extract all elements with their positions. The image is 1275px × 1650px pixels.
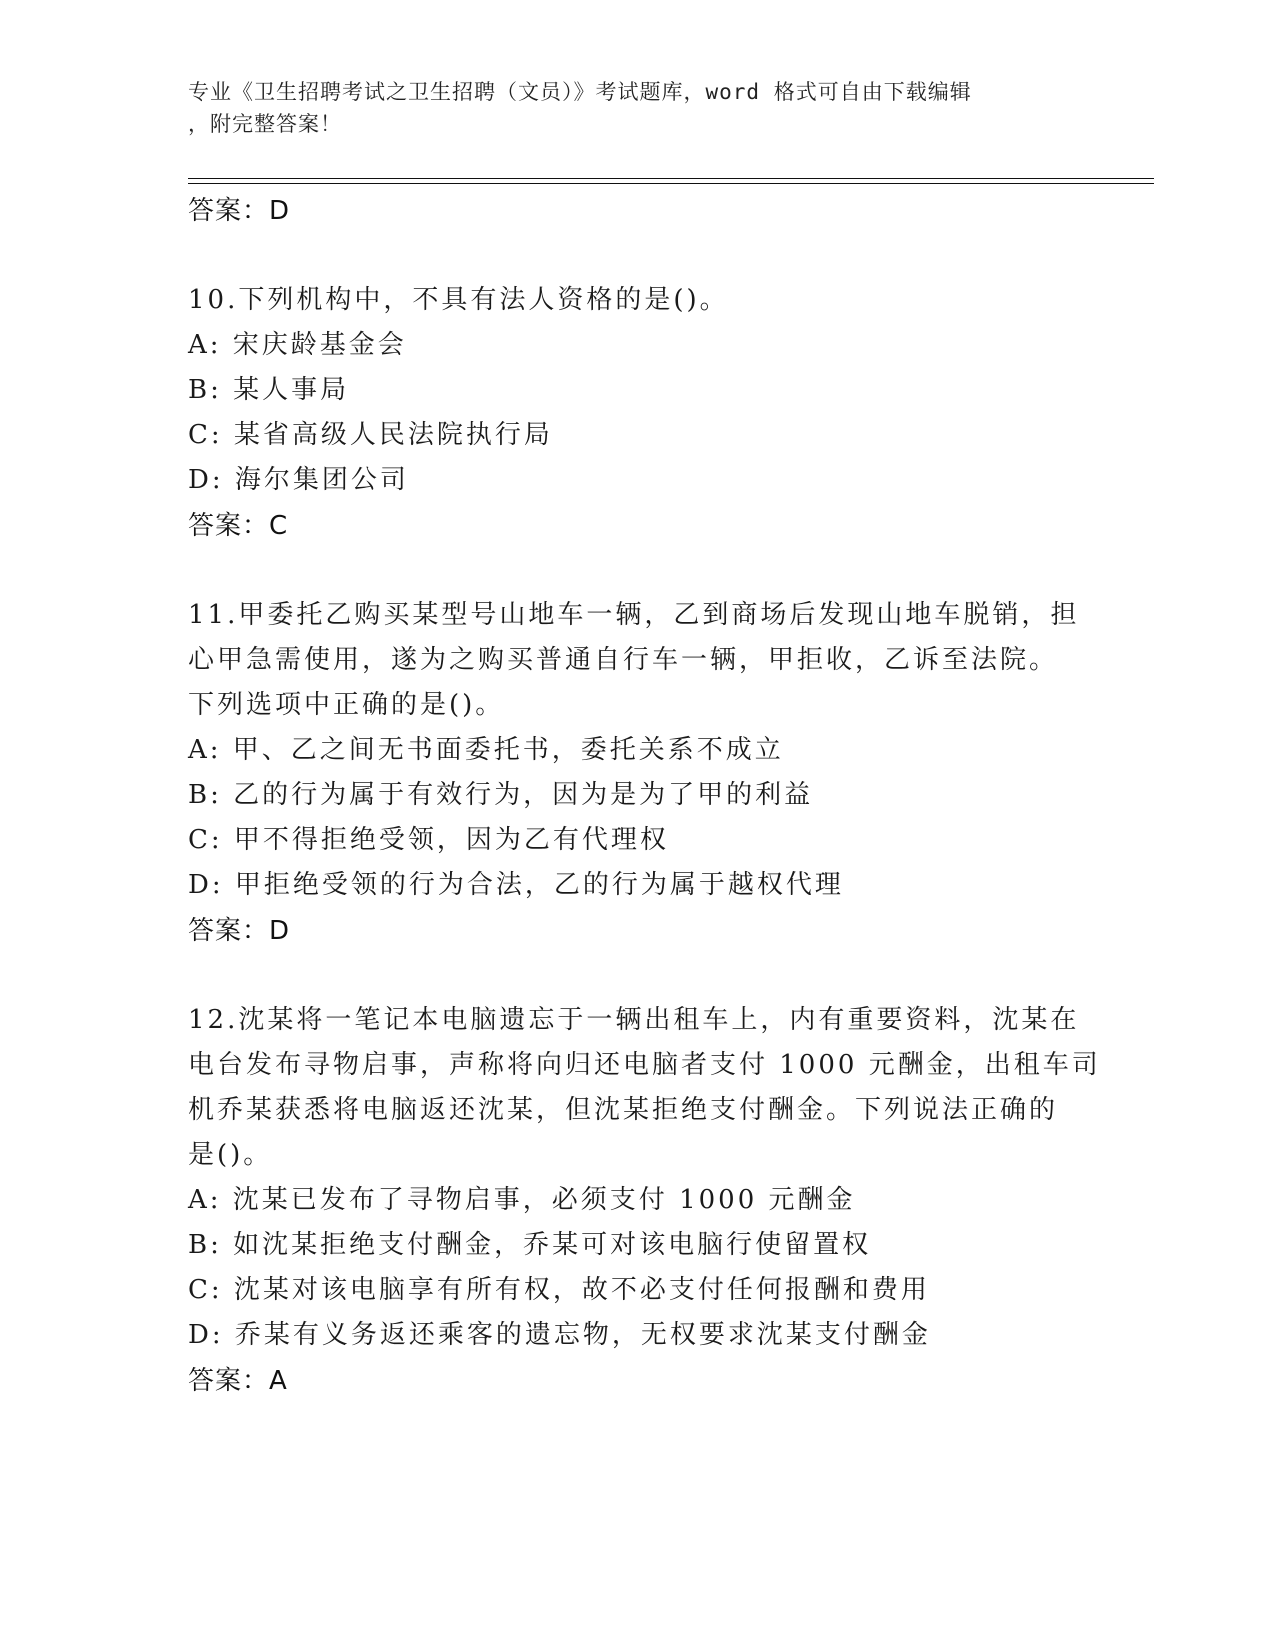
question-text-line: 下列选项中正确的是()。 xyxy=(188,690,505,720)
question-12 xyxy=(188,998,1101,1404)
question-text-line: 12.沈某将一笔记本电脑遗忘于一辆出租车上，内有重要资料，沈某在 xyxy=(188,1005,1080,1035)
option-a: A: 甲、乙之间无书面委托书，委托关系不成立 xyxy=(188,735,784,765)
answer: 答案：D xyxy=(188,916,291,946)
option-d: D: 海尔集团公司 xyxy=(188,465,409,495)
option-d: D: 甲拒绝受领的行为合法，乙的行为属于越权代理 xyxy=(188,870,844,900)
question-10 xyxy=(188,278,1088,549)
option-a: A: 沈某已发布了寻物启事，必须支付 1000 元酬金 xyxy=(188,1185,856,1215)
option-b: B: 某人事局 xyxy=(188,375,350,405)
option-c: C: 沈某对该电脑享有所有权，故不必支付任何报酬和费用 xyxy=(188,1275,930,1305)
option-d: D: 乔某有义务返还乘客的遗忘物，无权要求沈某支付酬金 xyxy=(188,1320,931,1350)
question-text-line: 10.下列机构中，不具有法人资格的是()。 xyxy=(188,285,729,315)
option-c: C: 甲不得拒绝受领，因为乙有代理权 xyxy=(188,825,669,855)
header-line-2: ，附完整答案！ xyxy=(188,112,342,136)
header-line-1: 专业《卫生招聘考试之卫生招聘（文员）》考试题库，word 格式可自由下载编辑 xyxy=(188,80,972,104)
option-a: A: 宋庆龄基金会 xyxy=(188,330,407,360)
option-b: B: 乙的行为属于有效行为，因为是为了甲的利益 xyxy=(188,780,814,810)
document-body xyxy=(188,188,1101,1404)
question-text-line: 机乔某获悉将电脑返还沈某，但沈某拒绝支付酬金。下列说法正确的 xyxy=(188,1095,1059,1125)
header-rule-top xyxy=(188,178,1154,179)
question-text-line: 心甲急需使用，遂为之购买普通自行车一辆，甲拒收，乙诉至法院。 xyxy=(188,645,1059,675)
option-c: C: 某省高级人民法院执行局 xyxy=(188,420,553,450)
question-11 xyxy=(188,593,1088,954)
answer: 答案：C xyxy=(188,511,289,541)
question-text-line: 是()。 xyxy=(188,1140,273,1170)
page-header xyxy=(188,76,1068,140)
question-text-line: 11.甲委托乙购买某型号山地车一辆，乙到商场后发现山地车脱销，担 xyxy=(188,600,1080,630)
option-b: B: 如沈某拒绝支付酬金，乔某可对该电脑行使留置权 xyxy=(188,1230,872,1260)
answer: 答案：A xyxy=(188,1366,288,1396)
previous-answer: 答案：D xyxy=(188,196,291,226)
question-text-line: 电台发布寻物启事，声称将向归还电脑者支付 1000 元酬金，出租车司 xyxy=(188,1050,1101,1080)
header-rule-bottom xyxy=(188,183,1154,184)
